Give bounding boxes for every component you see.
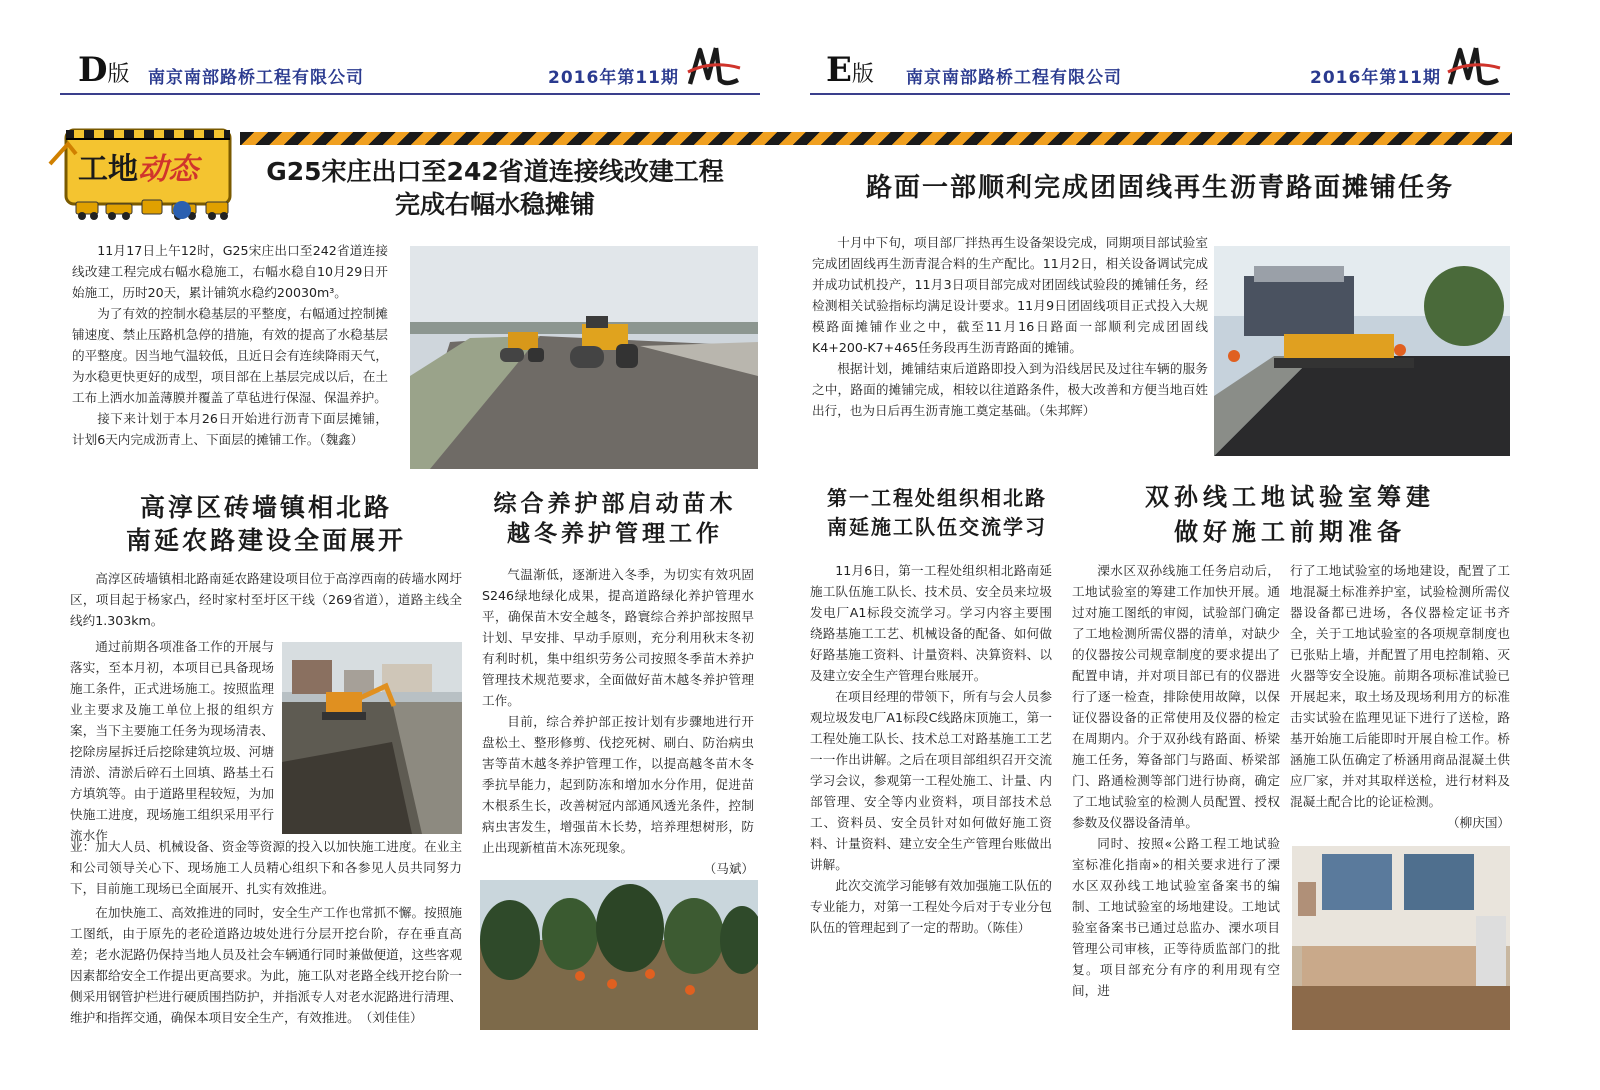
gaochun-cont-text: 业：加大人员、机械设备、资金等资源的投入以加快施工进度。在业主和公司领导关心下、现场施工人员精心组织下和各参见人员共同努力下，目前施工现场已全面展开、扎实有效推进。 [70, 839, 462, 896]
shuangsun-headline: 双孙线工地试验室筹建 做好施工前期准备 [1145, 483, 1435, 546]
issue-number-right: 2016年第11期 [1310, 68, 1441, 88]
issue-number-left: 2016年第11期 [548, 68, 679, 88]
g25-body [72, 240, 388, 450]
lumian-paragraph: 十月中下旬，项目部厂拌热再生设备架设完成，同期项目部试验室完成团固线再生沥青混合料的生产配比。11月2日，相关设备调试完成并成功试机投产，11月3日项目部完成对团固线试验段的摊铺任务，经检测相关试验指标均满足设计要求。11月9日团固线项目正式投入大规模路面摊铺作业之中，截至11月16日路面一部顺利完成团固线K4+200-K7+465任务段再生沥青路面的摊铺。 [812, 235, 1208, 355]
yanghu-paragraph: 目前，综合养护部正按计划有步骤地进行开盘松土、整形修剪、伐挖死树、刷白、防治病虫害等苗木越冬养护管理工作，以提高越冬苗木冬季抗旱能力，起到防冻和增加水分作用，促进苗木根系生长，改善树冠内部通风透光条件，控制病虫害发生，增强苗木长势，培养理想树形，防止出现新植苗木冻死现象。 [482, 714, 754, 855]
diyi-paragraph: 此次交流学习能够有效加强施工队伍的专业能力，对第一工程处今后对于专业分包队伍的管理起到了一定的帮助。（陈佳） [810, 878, 1052, 935]
header-rule-right [810, 93, 1510, 95]
company-name-right: 南京南部路桥工程有限公司 [906, 68, 1122, 88]
g25-paragraph: 11月17日上午12时，G25宋庄出口至242省道连接线改建工程完成右幅水稳施工，右幅水稳自10月29日开始施工，历时20天，累计铺筑水稳约20030m³。 [72, 243, 388, 300]
header-rule-left [60, 93, 760, 95]
company-logo-left [686, 40, 742, 92]
gaochun-last-text: 在加快施工、高效推进的同时，安全生产工作也常抓不懈。按照施工图纸，由于原先的老砼道路边坡处进行分层开挖台阶，存在垂直高差；老水泥路仍保持当地人员及社会车辆通行同时兼做便道，这些客观因素都给安全工作提出更高要求。为此，施工队对老路全线开挖台阶一侧采用钢管护栏进行硬质围挡防护，并指派专人对老水泥路进行清理、维护和指挥交通，确保本项目安全生产，有效推进。 （刘佳佳） [70, 905, 462, 1025]
g25-headline: G25宋庄出口至242省道连接线改建工程 完成右幅水稳摊铺 [266, 157, 724, 219]
hazard-stripe-banner [240, 132, 1512, 145]
diyi-paragraph: 在项目经理的带领下，所有与会人员参观垃圾发电厂A1标段C线路床顶施工，第一工程处施工队长、技术总工对路基施工工艺一一作出讲解。之后在项目部组织召开交流学习会议，参观第一工程处施工、计量、内部管理、安全等内业资料，项目部技术总工、资料员、安全员针对如何做好施工资料、计量资料、建立安全生产管理台账做出讲解。 [810, 689, 1052, 872]
gaochun-intro: 高淳区砖墙镇相北路南延农路建设项目位于高淳西南的砖墙水网圩区，项目起于杨家凸，经时家村至圩区干线（269省道），道路主线全线约1.303km。 [70, 571, 462, 628]
shuangsun-col1: 溧水区双孙线施工任务启动后，工地试验室的筹建工作加快开展。通过对施工图纸的审阅，试验部门确定了工地检测所需仪器的清单，对缺少的仪器按公司规章制度的要求提出了配置申请，并对项目部已有的仪器进行了逐一检查，排除使用故障，以保证仪器设备的正常使用及仪器的检定在周期内。介于双孙线有路面、桥梁施工任务，筹备部门与路面、桥梁部门、路通检测等部门进行协商，确定了工地试验室的检测人员配置、授权参数及仪器设备清单。 同时、按照«公路工程工地试验室标准化指南»的相关要求进行了溧水区双孙线工地试验室备案书的编制、工地试验室的场地建设。工地试验室备案书已通过总监办、溧水项目管理公司审核，正等待质监部门的批复。项目部充分有序的利用现有空间，进 [1072, 563, 1280, 998]
company-logo-right [1446, 40, 1502, 92]
company-name-left: 南京南部路桥工程有限公司 [148, 68, 364, 88]
shuangsun-col2: 行了工地试验室的场地建设，配置了工地混凝土标准养护室，试验检测所需仪器设备都已进场，各仪器检定证书齐全，关于工地试验室的各项规章制度也已张贴上墙，并配置了用电控制箱、灭火器等安全设施。前期各项标准试验已开展起来，取土场及现场利用方的标准击实试验在监理见证下进行了送检，路基开始施工后能即时开展自检工作。桥涵施工队伍确定了桥涵用商品混凝土供应厂家，并对其取样送检，进行材料及混凝土配合比的论证检测。 （柳庆国） [1290, 560, 1510, 833]
diyi-paragraph: 11月6日，第一工程处组织相北路南延施工队伍施工队长、技术员、安全员来垃圾发电厂A1标段交流学习。学习内容主要围绕路基施工工艺、机械设备的配备、如何做好路基施工资料、计量资料、决算资料、以及建立安全生产管理台账展开。 [810, 563, 1052, 683]
road-rollers-photo [410, 246, 758, 469]
lumian-body [812, 232, 1208, 421]
tree-nursery-photo [480, 880, 758, 1030]
gaochun-headline: 高淳区砖墙镇相北路 南延农路建设全面展开 [125, 493, 406, 555]
yanghu-author: （马斌） [703, 861, 754, 876]
yanghu-body [482, 564, 754, 879]
diyi-body [810, 560, 1052, 938]
gaochun-wrap-text: 通过前期各项准备工作的开展与落实，至本月初，本项目已具备现场施工条件，正式进场施工。按照监理业主要求及施工单位上报的组织方案，当下主要施工任务为现场清表、挖除房屋拆迁后挖除建筑垃圾、河塘清淤、清淤后碎石土回填、路基土石方填筑等。由于道路里程较短，为加快施工进度，现场施工组织采用平行流水作 [70, 639, 274, 843]
yanghu-paragraph: 气温渐低，逐渐进入冬季，为切实有效巩固S246绿地绿化成果，提高道路绿化养护管理水平，确保苗木安全越冬，路寰综合养护部按照早计划、早安排、早动手原则，充分利用秋末冬初有利时机，集中组织劳务公司按照冬季苗木养护管理技术规范要求，全面做好苗木越冬养护管理工作。 [482, 567, 754, 708]
section-badge-part1: 工地 [78, 152, 138, 187]
g25-paragraph: 接下来计划于本月26日开始进行沥青下面层摊铺，计划6天内完成沥青上、下面层的摊铺工作。（魏鑫） [72, 411, 388, 447]
diyi-headline: 第一工程处组织相北路 南延施工队伍交流学习 [827, 486, 1047, 539]
shuangsun-author: （柳庆国） [1447, 815, 1510, 830]
yanghu-headline: 综合养护部启动苗木 越冬养护管理工作 [493, 491, 737, 547]
section-badge [46, 124, 246, 224]
asphalt-paver-photo [1214, 246, 1510, 456]
section-badge-part2: 动态 [138, 152, 198, 187]
edition-label-right: E版 [826, 50, 874, 90]
g25-paragraph: 为了有效的控制水稳基层的平整度，右幅通过控制摊铺速度、禁止压路机急停的措施，有效的提高了水稳基层的平整度。因当地气温较低，且近日会有连续降雨天气，为水稳更快更好的成型，项目部在上基层完成以后，在土工布上洒水加盖薄膜并覆盖了草毡进行保湿、保温养护。 [72, 306, 388, 405]
lab-room-photo [1292, 846, 1510, 1030]
excavator-site-photo [282, 642, 462, 834]
lumian-paragraph: 根据计划，摊铺结束后道路即投入到为沿线居民及过往车辆的服务之中，路面的摊铺完成，相较以往道路条件，极大改善和方便当地百姓出行，也为日后再生沥青施工奠定基础。（朱邦辉） [812, 361, 1208, 418]
edition-label-left: D版 [78, 50, 130, 90]
lumian-headline: 路面一部顺利完成团固线再生沥青路面摊铺任务 [865, 173, 1454, 203]
